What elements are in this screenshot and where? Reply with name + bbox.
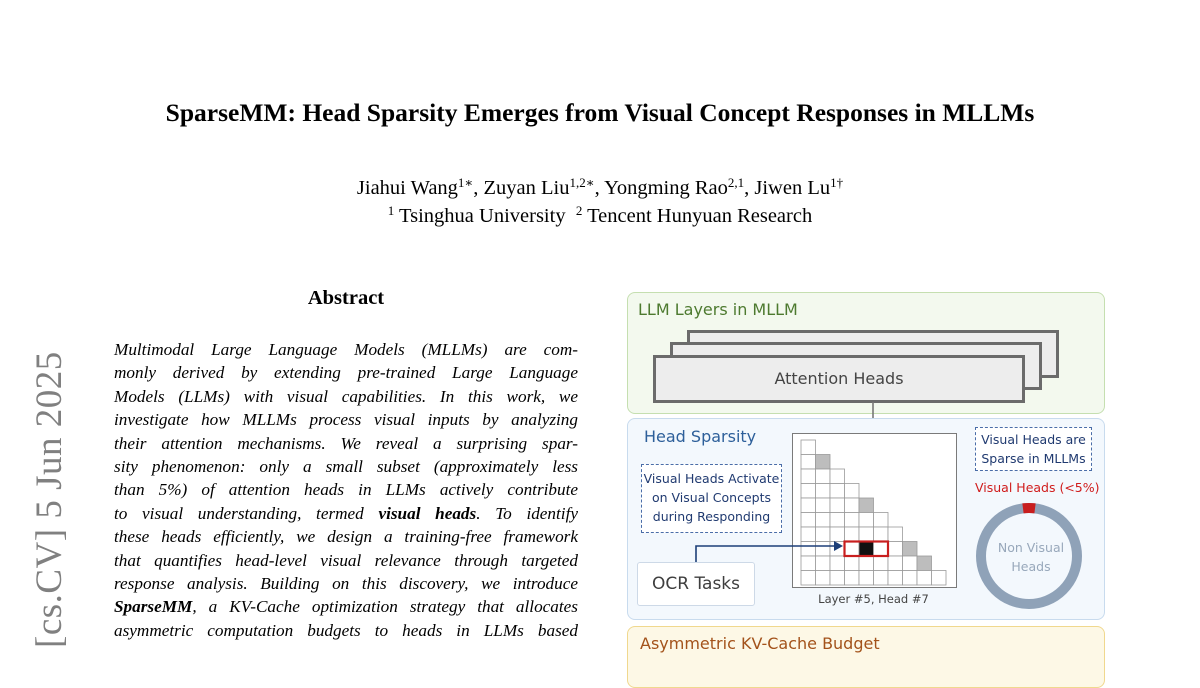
attention-cell (845, 484, 860, 499)
arxiv-stamp: [cs.CV] 5 Jun 2025 (28, 351, 71, 648)
attention-cell (888, 571, 903, 586)
abstract-line: than 5%) of attention heads in LLMs actively contribute (114, 478, 578, 501)
abstract-line: Models (LLMs) with visual capabilities. In this work, we (114, 385, 578, 408)
head-sparsity-label: Head Sparsity (644, 427, 756, 446)
abstract-fragment: . To identify (476, 504, 578, 523)
abstract-line: investigate how MLLMs process visual inputs by analyzing (114, 408, 578, 431)
author-name: Jiahui Wang (357, 177, 458, 199)
author-affil-mark: 1,2∗ (569, 175, 594, 190)
abstract-text (114, 338, 578, 642)
author-affil-mark: 1∗ (458, 175, 473, 190)
attention-cell (801, 498, 816, 513)
term-visual-heads: visual heads (378, 504, 476, 523)
attention-cell (830, 498, 845, 513)
term-sparsemm: SparseMM (114, 597, 192, 616)
attention-cell (801, 571, 816, 586)
attention-cell (830, 513, 845, 528)
abstract-line: monly derived by extending pre-trained Large Language (114, 361, 578, 384)
author-affil-mark: 1† (830, 175, 843, 190)
attention-cell (874, 513, 889, 528)
attention-cell (888, 556, 903, 571)
attention-cell (932, 571, 947, 586)
attention-cell (830, 571, 845, 586)
non-visual-label-line: Heads (984, 557, 1078, 576)
attention-cell (845, 571, 860, 586)
affiliation: Tencent Hunyuan Research (587, 205, 812, 227)
attention-cell (801, 469, 816, 484)
sparse-note-line: Sparse in MLLMs (976, 449, 1091, 468)
affil-mark: 1 (388, 203, 395, 218)
attention-cell (816, 498, 831, 513)
abstract-line: these heads efficiently, we design a training-free framework (114, 525, 578, 548)
author-list (0, 177, 1200, 200)
attention-cell (917, 571, 932, 586)
abstract-heading: Abstract (114, 287, 578, 310)
attention-cell (801, 440, 816, 455)
attention-cell (888, 542, 903, 557)
ocr-tasks-box: OCR Tasks (637, 562, 755, 606)
affiliation-list (0, 205, 1200, 228)
attention-cell (859, 513, 874, 528)
llm-layers-label: LLM Layers in MLLM (638, 300, 798, 319)
abstract-line: asymmetric computation budgets to heads in LLMs based (114, 619, 578, 642)
attention-cell (903, 542, 918, 557)
attention-cell (816, 513, 831, 528)
sparse-note (975, 427, 1092, 471)
non-visual-heads-label (984, 538, 1078, 576)
attention-cell (845, 498, 860, 513)
attention-cell (801, 513, 816, 528)
abstract-line: their attention mechanisms. We reveal a surprising spar- (114, 432, 578, 455)
paper-title: SparseMM: Head Sparsity Emerges from Visual Concept Responses in MLLMs (0, 98, 1200, 128)
attention-cell (874, 542, 889, 557)
attention-cell (801, 455, 816, 470)
attention-cell (816, 571, 831, 586)
attention-cell (816, 455, 831, 470)
attention-cell (816, 469, 831, 484)
ocr-connector-arrow-icon (690, 538, 850, 568)
activate-note (641, 464, 782, 533)
attention-heads-layer: Attention Heads (653, 355, 1025, 403)
attention-cell (903, 571, 918, 586)
abstract-line (114, 595, 578, 618)
attention-cell (917, 556, 932, 571)
non-visual-label-line: Non Visual (984, 538, 1078, 557)
attention-cell (874, 527, 889, 542)
abstract-line: that quantifies head-level visual relevance through targeted (114, 549, 578, 572)
activate-note-line: on Visual Concepts (642, 488, 781, 507)
activate-note-line: Visual Heads Activate (642, 469, 781, 488)
abstract-fragment: , a KV-Cache optimization strategy that allocates (192, 597, 578, 616)
author-name: Zuyan Liu (484, 177, 570, 199)
abstract-line: sity phenomenon: only a small subset (approximately less (114, 455, 578, 478)
author-separator: , (595, 177, 605, 199)
attention-cell (859, 498, 874, 513)
attention-cell (830, 484, 845, 499)
attention-cell (859, 542, 874, 557)
visual-heads-label: Visual Heads (<5%) (975, 480, 1100, 495)
asymmetric-budget-label: Asymmetric KV-Cache Budget (640, 634, 880, 653)
attention-cell (859, 527, 874, 542)
attention-cell (874, 556, 889, 571)
abstract-fragment: to visual understanding, termed (114, 504, 378, 523)
abstract-line: Multimodal Large Language Models (MLLMs) are com- (114, 338, 578, 361)
author-separator: , (744, 177, 754, 199)
abstract-line (114, 502, 578, 525)
sparse-note-line: Visual Heads are (976, 430, 1091, 449)
abstract-line: response analysis. Building on this discovery, we introduce (114, 572, 578, 595)
attention-cell (903, 556, 918, 571)
attention-cell (888, 527, 903, 542)
activate-note-line: during Responding (642, 507, 781, 526)
grid-caption: Layer #5, Head #7 (792, 592, 955, 606)
attention-cell (830, 469, 845, 484)
author-name: Yongming Rao (604, 177, 728, 199)
attention-cell (874, 571, 889, 586)
affiliation: Tsinghua University (399, 205, 566, 227)
attention-cell (801, 484, 816, 499)
attention-cell (859, 556, 874, 571)
affil-mark: 2 (576, 203, 583, 218)
attention-cell (845, 513, 860, 528)
author-name: Jiwen Lu (754, 177, 830, 199)
author-separator: , (473, 177, 483, 199)
author-affil-mark: 2,1 (728, 175, 744, 190)
attention-cell (859, 571, 874, 586)
attention-cell (816, 484, 831, 499)
